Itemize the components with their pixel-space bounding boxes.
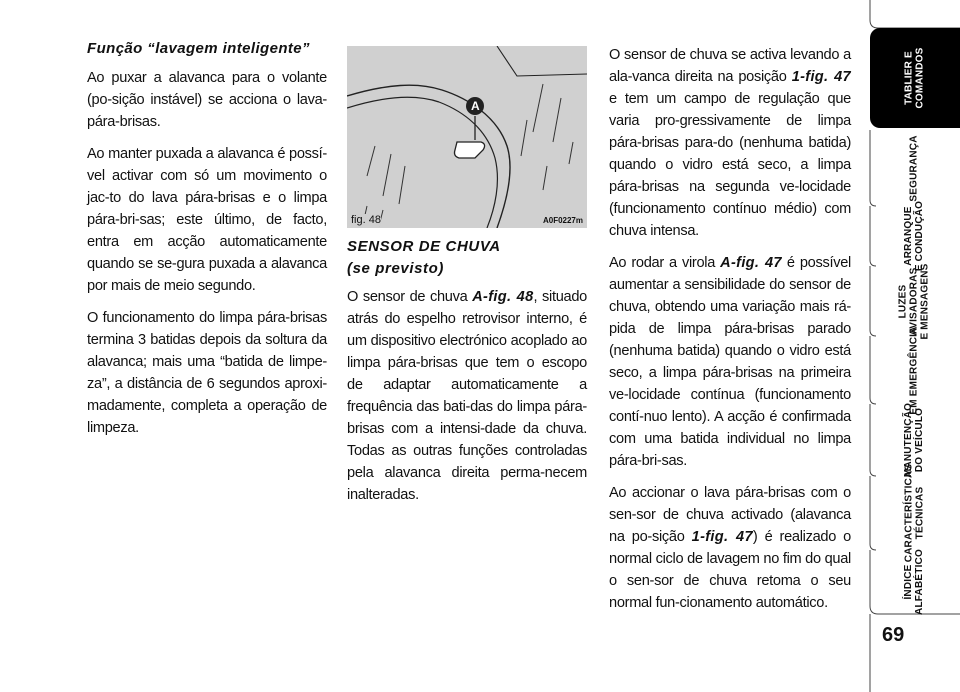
tab-label: SEGURANÇA xyxy=(908,134,920,202)
paragraph xyxy=(609,252,851,472)
page-number: 69 xyxy=(882,624,905,646)
section-heading xyxy=(347,236,587,280)
tab-arranque-conducao[interactable] xyxy=(868,200,960,272)
tab-label: TABLIER E COMANDOS xyxy=(903,47,926,109)
text: ) é realizado o normal ciclo de lavagem no fim do qual o sen-sor de chuva retoma o seu normal fun-cionamento automático. xyxy=(609,529,851,611)
paragraph xyxy=(347,286,587,506)
right-column xyxy=(609,44,851,624)
tab-label: LUZES AVISADORAS E MENSAGENS xyxy=(897,262,931,340)
figure-code: A0F0227m xyxy=(542,216,583,225)
marker-label: A xyxy=(471,99,480,113)
tab-indice-alfabetico[interactable] xyxy=(868,550,960,614)
figure-caption: fig. 48 xyxy=(351,214,381,226)
section-heading: Função “lavagem inteligente” xyxy=(87,40,310,57)
tab-em-emergencia[interactable] xyxy=(868,325,960,415)
figure-reference: A-fig. 47 xyxy=(720,255,782,271)
text: O sensor de chuva se activa levando a ala-vanca direita na posição xyxy=(609,47,851,85)
tab-caracteristicas-tecnicas[interactable] xyxy=(868,463,960,563)
text: , situado atrás do espelho retrovisor interno, é um dispositivo electrónico acoplado ao limpa pára-brisas que tem o escopo de adaptar automaticamente a frequência das bati-das do limpa pára-brisas com a intensi-dade da chuva. Todas as outras funções controladas pela alavanca direita perma-necem inalteradas. xyxy=(347,289,587,503)
tab-seguranca[interactable] xyxy=(868,130,960,206)
tab-label: MANUTENÇÃO DO VEÍCULO xyxy=(903,402,925,478)
paragraph: O funcionamento do limpa pára-brisas termina 3 batidas depois da soltura da alavanca; mais uma “batida de limpe-za”, a distância de 6 segundos aproxi-madamente, completa a operação de limpeza. xyxy=(87,310,327,436)
paragraph: Ao manter puxada a alavanca é possí-vel activar com só um movimento o jac-to do lava pára-brisas e o limpa pára-bri-sas; este último, de facto, entra em acção automaticamente quando se se-gura puxada a alavanca por mais de meio segundo. xyxy=(87,146,327,294)
tab-tablier-comandos[interactable] xyxy=(870,28,960,128)
heading-line: SENSOR DE CHUVA xyxy=(347,238,501,255)
paragraph xyxy=(609,44,851,242)
figure-reference: 1-fig. 47 xyxy=(691,529,753,545)
paragraph: Ao puxar a alavanca para o volante (po-sição instável) se acciona o lava-pára-brisas. xyxy=(87,70,327,130)
tab-label: ÍNDICE ALFABÉTICO xyxy=(902,549,925,615)
left-column xyxy=(87,40,327,449)
figure-reference: A-fig. 48 xyxy=(472,289,534,305)
tab-label: CARACTERÍSTICAS TÉCNICAS xyxy=(903,463,925,563)
figure-reference: 1-fig. 47 xyxy=(791,69,851,85)
chapter-index-sidebar xyxy=(868,0,960,692)
rain-sensor-illustration xyxy=(347,46,587,228)
paragraph xyxy=(609,482,851,614)
tab-label: EM EMERGÊNCIA xyxy=(908,325,920,415)
text: Ao accionar o lava pára-brisas com o sen-sor de chuva activado (alavanca na po-sição xyxy=(609,485,851,545)
figure-48 xyxy=(347,46,587,228)
text: O sensor de chuva xyxy=(347,289,473,305)
tab-label: ARRANQUE E CONDUÇÃO xyxy=(903,200,925,272)
heading-line: (se previsto) xyxy=(347,260,444,277)
middle-column xyxy=(347,46,587,516)
text: e tem um campo de regulação que varia pro-gressivamente de limpa pára-brisas para-do (nenhuma batida) quando o vidro está seco, a limpa pára-brisas na segunda ve-locidade (funcionamento contínuo médio) com chuva intensa. xyxy=(609,91,851,239)
text: é possível aumentar a sensibilidade do sensor de chuva, obtendo uma variação mais rá-pida de limpa pára-brisas parado (nenhuma batida) quando o vidro está seco, a limpa pára-brisas na primeira ve-locidade contínua (funcionamento contí-nuo lento). A acção é confirmada com uma batida individual no limpa pára-bri-sas. xyxy=(609,255,851,469)
text: Ao rodar a virola xyxy=(609,255,721,271)
